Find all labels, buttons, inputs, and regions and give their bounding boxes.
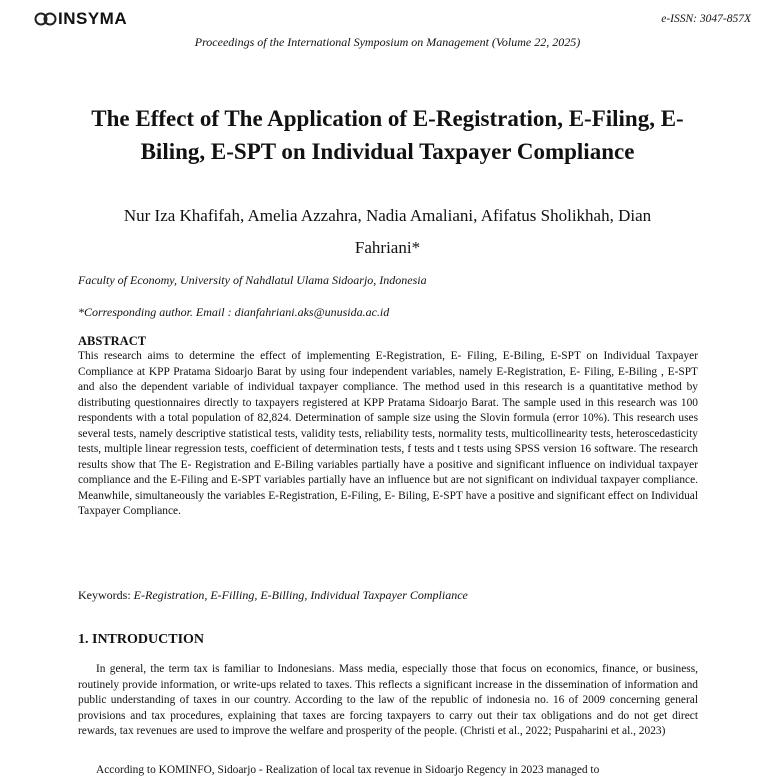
journal-logo (34, 9, 127, 29)
keywords (78, 588, 468, 603)
corresponding-author: *Corresponding author. Email : dianfahriani.aks@unusida.ac.id (78, 305, 390, 319)
paper-title: The Effect of The Application of E-Registration, E-Filing, E-Biling, E-SPT on Individual Taxpayer Compliance (91, 106, 684, 164)
issn-label: e-ISSN: 3047-857X (661, 13, 751, 25)
keywords-label: Keywords: (78, 588, 134, 602)
introduction-paragraph-1: In general, the term tax is familiar to Indonesians. Mass media, especially those that focus on economics, finance, or business, routinely provide information, or write-ups related to taxes. This reflects a significant increase in the dissemination of information and public understanding of taxes in our country. According to the law of the republic of indonesia no. 16 of 2009 concerning general provisions and tax procedures, explaining that taxes are forcing taxpayers to carry out their tax obligations and do not get direct rewards, tax revenues are used to improve the welfare and prosperity of the people. (Christi et al., 2022; Puspaharini et al., 2023) (78, 663, 698, 738)
proceedings-header: Proceedings of the International Symposium on Management (Volume 22, 2025) (194, 35, 581, 49)
author-list: Nur Iza Khafifah, Amelia Azzahra, Nadia Amaliani, Afifatus Sholikhah, Dian Fahriani* (123, 206, 652, 257)
affiliation: Faculty of Economy, University of Nahdlatul Ulama Sidoarjo, Indonesia (78, 273, 427, 287)
double-ring-icon (34, 11, 58, 27)
logo-text: INSYMA (58, 9, 128, 28)
section-heading-introduction: 1. INTRODUCTION (78, 632, 205, 647)
introduction-paragraph-2: According to KOMINFO, Sidoarjo - Realization of local tax revenue in Sidoarjo Regency in 2023 managed to (96, 764, 600, 776)
abstract-heading: ABSTRACT (78, 334, 147, 348)
abstract-text: This research aims to determine the effect of implementing E-Registration, E- Filing, E-Biling, E-SPT on Individual Taxpayer Compliance at KPP Pratama Sidoarjo Barat by using four independent variables, namely E-Registration, E- Filing, E-Biling , E-SPT and also the dependent variable of individual taxpayer compliance. The method used in this research is a quantitative method by distributing questionnaires directly to taxpayers registered at KPP Pratama Sidoarjo Barat. The sample used in this research was 100 respondents with a total population of 82,824. Determination of sample size using the Slovin formula (error 10%). This research uses several tests, namely descriptive statistical tests, validity tests, reliability tests, normality tests, multicollinearity tests, heteroscedasticity tests, multiple linear regression tests, coefficient of determination tests, f tests and t tests using SPSS version 16 software. The research results show that The E- Registration and E-Biling variables partially have a positive and significant influence on individual taxpayer compliance and the E-Filing and E-SPT variables partially have an influence but are not significant on individual taxpayer compliance. Meanwhile, simultaneously the variables E-Registration, E-Filing, E- Biling, E-SPT have a positive and significant effect on Individual Taxpayer Compliance. (78, 350, 698, 518)
keywords-list: E-Registration, E-Filling, E-Billing, Individual Taxpayer Compliance (133, 588, 468, 602)
